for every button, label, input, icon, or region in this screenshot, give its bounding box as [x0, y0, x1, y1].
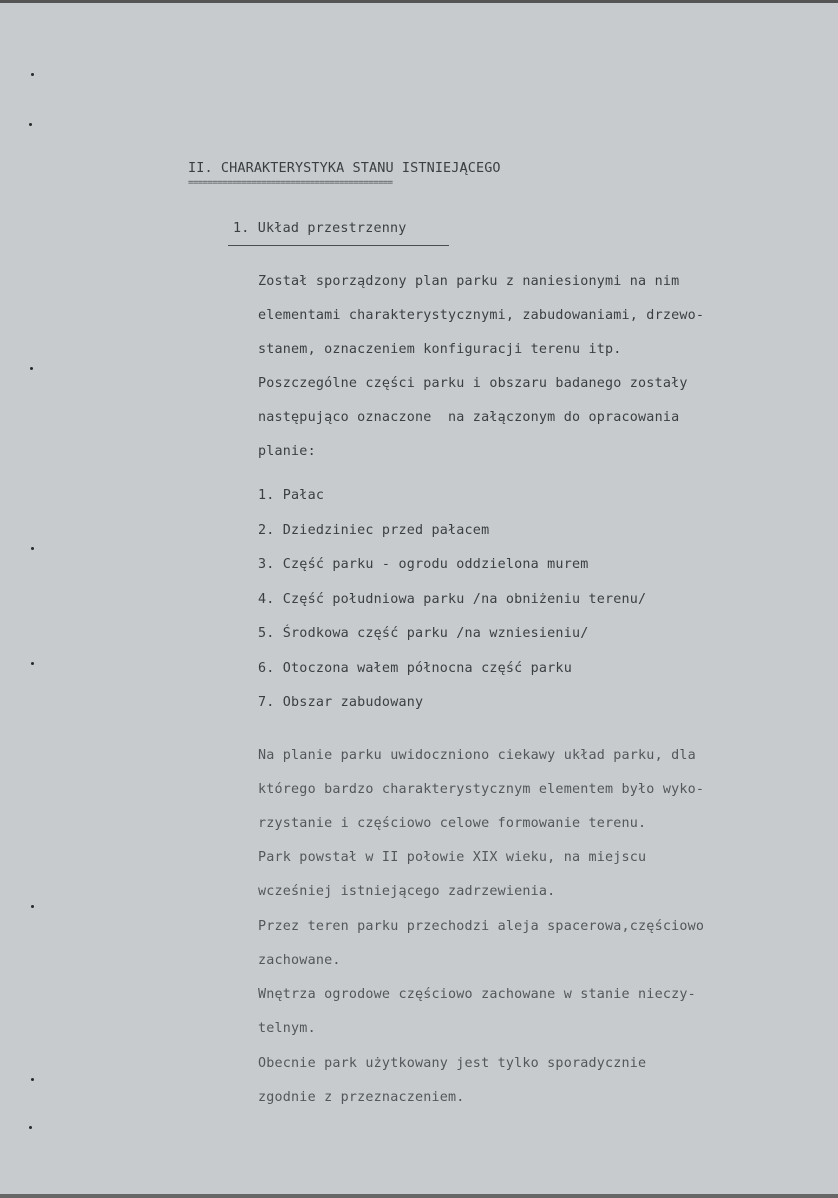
list-item: 5. Środkowa część parku /na wzniesieniu/	[258, 626, 589, 641]
body-line: którego bardzo charakterystycznym elementem było wyko-	[258, 782, 705, 797]
section-title-underline	[228, 245, 449, 246]
intro-line: Został sporządzony plan parku z naniesionymi na nim	[258, 274, 680, 289]
heading-double-underline: ==========================================	[188, 178, 393, 188]
body-line: Wnętrza ogrodowe częściowo zachowane w stanie nieczy-	[258, 987, 696, 1002]
bottom-edge	[0, 1194, 838, 1198]
body-line: Na planie parku uwidoczniono ciekawy układ parku, dla	[258, 748, 696, 763]
body-line: wcześniej istniejącego zadrzewienia.	[258, 884, 556, 899]
list-item: 3. Część parku - ogrodu oddzielona murem	[258, 557, 589, 572]
margin-dot	[29, 123, 32, 126]
intro-line: elementami charakterystycznymi, zabudowaniami, drzewo-	[258, 308, 705, 323]
margin-dot	[31, 547, 34, 550]
body-line: Obecnie park użytkowany jest tylko sporadycznie	[258, 1056, 647, 1071]
list-item: 1. Pałac	[258, 488, 325, 503]
body-line: rzystanie i częściowo celowe formowanie terenu.	[258, 816, 647, 831]
body-line: zachowane.	[258, 953, 341, 968]
body-line: telnym.	[258, 1021, 316, 1036]
intro-line: następująco oznaczone na załączonym do opracowania	[258, 410, 680, 425]
body-line: Park powstał w II połowie XIX wieku, na miejscu	[258, 850, 647, 865]
margin-dot	[31, 662, 34, 665]
margin-dot	[31, 905, 34, 908]
section-title: 1. Układ przestrzenny	[233, 221, 407, 236]
top-edge	[0, 0, 838, 3]
margin-dot	[29, 1126, 32, 1129]
list-item: 2. Dziedziniec przed pałacem	[258, 523, 490, 538]
list-item: 6. Otoczona wałem północna część parku	[258, 661, 572, 676]
body-line: Przez teren parku przechodzi aleja spacerowa,częściowo	[258, 919, 705, 934]
intro-line: planie:	[258, 444, 316, 459]
margin-dot	[31, 73, 34, 76]
list-item: 7. Obszar zabudowany	[258, 695, 424, 710]
margin-dot	[30, 367, 33, 370]
body-line: zgodnie z przeznaczeniem.	[258, 1090, 465, 1105]
intro-line: Poszczególne części parku i obszaru badanego zostały	[258, 376, 688, 391]
list-item: 4. Część południowa parku /na obniżeniu terenu/	[258, 592, 647, 607]
chapter-heading: II. CHARAKTERYSTYKA STANU ISTNIEJĄCEGO	[188, 160, 501, 176]
margin-dot	[31, 1078, 34, 1081]
intro-line: stanem, oznaczeniem konfiguracji terenu itp.	[258, 342, 622, 357]
